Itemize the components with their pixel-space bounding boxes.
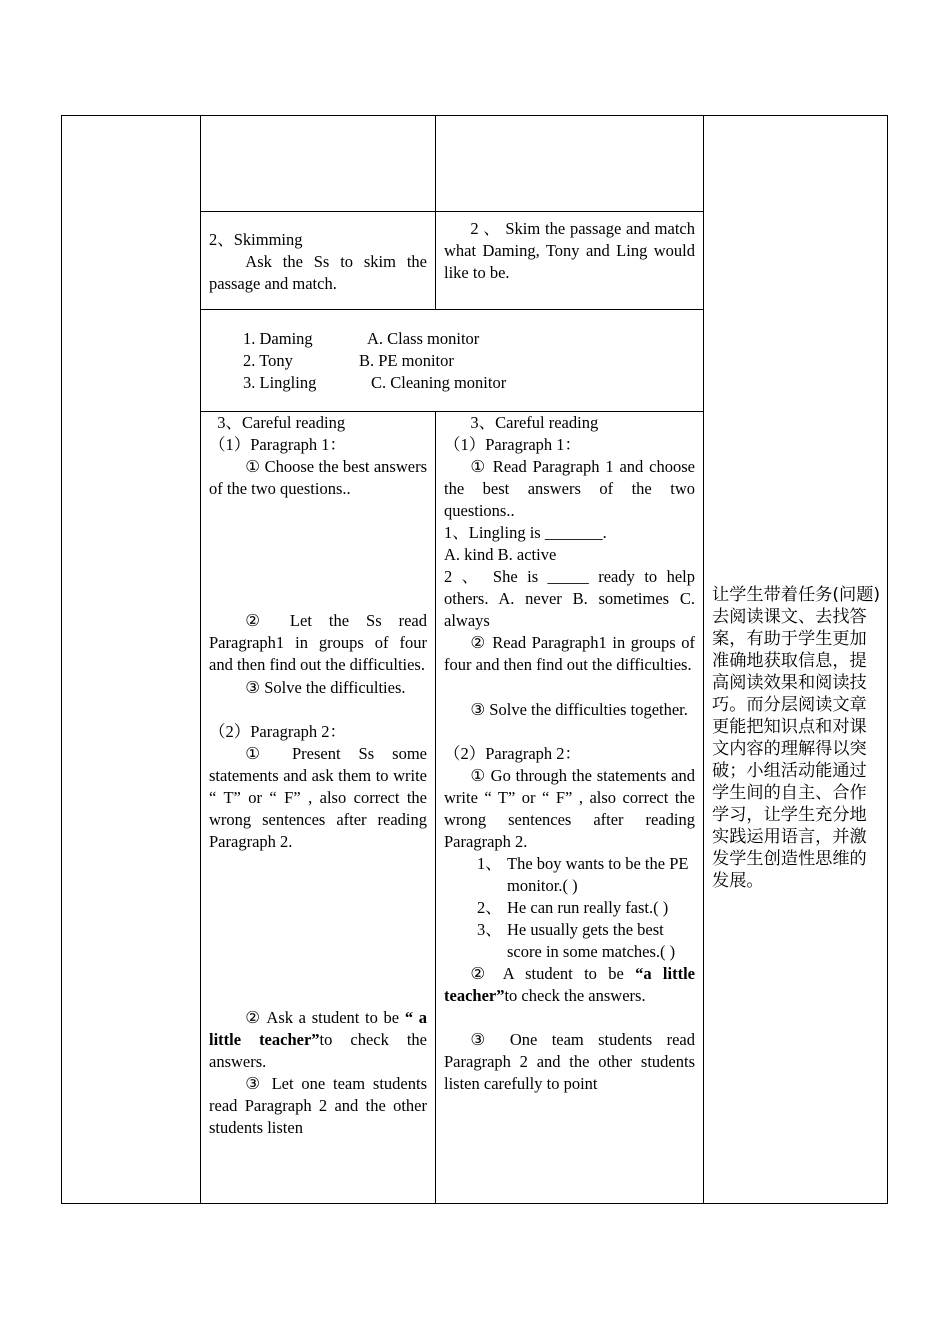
question-2: 2 、 She is _____ ready to help others. A. never B. sometimes C. always	[444, 567, 695, 630]
matching-item: 1. Daming A. Class monitor	[243, 329, 480, 348]
question-1: 1、Lingling is _______.	[444, 523, 607, 542]
student-p2-step1: ① Go through the statements and write “ T” or “ F” , also correct the wrong sentences after reading Paragraph 2.	[444, 766, 695, 851]
statement-item: 3、 He usually gets the best score in some matches.( )	[477, 920, 676, 961]
student-p1-step2: ② Read Paragraph1 in groups of four and then find out the difficulties.	[444, 633, 695, 674]
matching-item: 2. Tony B. PE monitor	[243, 351, 454, 370]
question-1-options: A. kind B. active	[444, 545, 557, 564]
column-divider	[703, 115, 704, 1204]
column-divider	[200, 115, 201, 1204]
careful-student-cell	[444, 412, 695, 1202]
paragraph2-heading: （2）Paragraph 2：	[444, 744, 582, 763]
student-p2-step3: ③ One team students read Paragraph 2 and the other students listen carefully to point	[444, 1030, 695, 1093]
teacher-p1-step1: ① Choose the best answers of the two questions..	[209, 457, 427, 498]
skimming-teacher-cell	[209, 229, 427, 295]
careful-heading: 3、Careful reading	[217, 413, 346, 432]
teacher-p2-step1: ① Present Ss some statements and ask them to write “ T” or “ F” , also correct the wrong sentences after reading Paragraph 2.	[209, 744, 427, 851]
teacher-p1-step3: ③ Solve the difficulties.	[245, 678, 406, 697]
skimming-heading: 2、Skimming	[209, 230, 303, 249]
paragraph1-heading: （1）Paragraph 1：	[209, 435, 347, 454]
skimming-student-text: 2 、 Skim the passage and match what Daming, Tony and Ling would like to be.	[444, 219, 695, 282]
row-divider	[200, 309, 703, 310]
teacher-p1-step2: ② Let the Ss read Paragraph1 in groups of four and then find out the difficulties.	[209, 611, 427, 674]
teacher-p2-step3: ③ Let one team students read Paragraph 2 and the other students listen	[209, 1074, 427, 1137]
paragraph1-heading: （1）Paragraph 1：	[444, 435, 582, 454]
student-p2-step2: ② A student to be “a little teacher”to check the answers.	[444, 964, 695, 1005]
skimming-teacher-text: Ask the Ss to skim the passage and match.	[209, 252, 427, 293]
careful-teacher-cell	[209, 412, 427, 1202]
statement-item: 1、 The boy wants to be the PE monitor.( )	[477, 854, 689, 895]
statement-item: 2、 He can run really fast.( )	[477, 898, 669, 917]
skimming-student-cell	[444, 218, 695, 284]
row-divider	[200, 211, 703, 212]
paragraph2-heading: （2）Paragraph 2：	[209, 722, 347, 741]
teacher-p2-step2: ② Ask a student to be “ a little teacher”to check the answers.	[209, 1008, 427, 1071]
column-divider	[435, 411, 436, 1204]
student-p1-step1: ① Read Paragraph 1 and choose the best answers of the two questions..	[444, 457, 695, 520]
careful-heading: 3、Careful reading	[470, 413, 599, 432]
column-divider	[435, 115, 436, 310]
matching-item: 3. Lingling C. Cleaning monitor	[243, 373, 507, 392]
matching-list	[243, 328, 683, 394]
purpose-text: 让学生带着任务(问题)去阅读课文、去找答案，有助于学生更加准确地获取信息，提高阅读效果和阅读技巧。而分层阅读文章更能把知识点和对课文内容的理解得以突破；小组活动能通过学生间的自主、合作学习，让学生充分地实践运用语言，并激发学生创造性思维的发展。	[712, 585, 881, 891]
student-p1-step3: ③ Solve the difficulties together.	[470, 700, 688, 719]
